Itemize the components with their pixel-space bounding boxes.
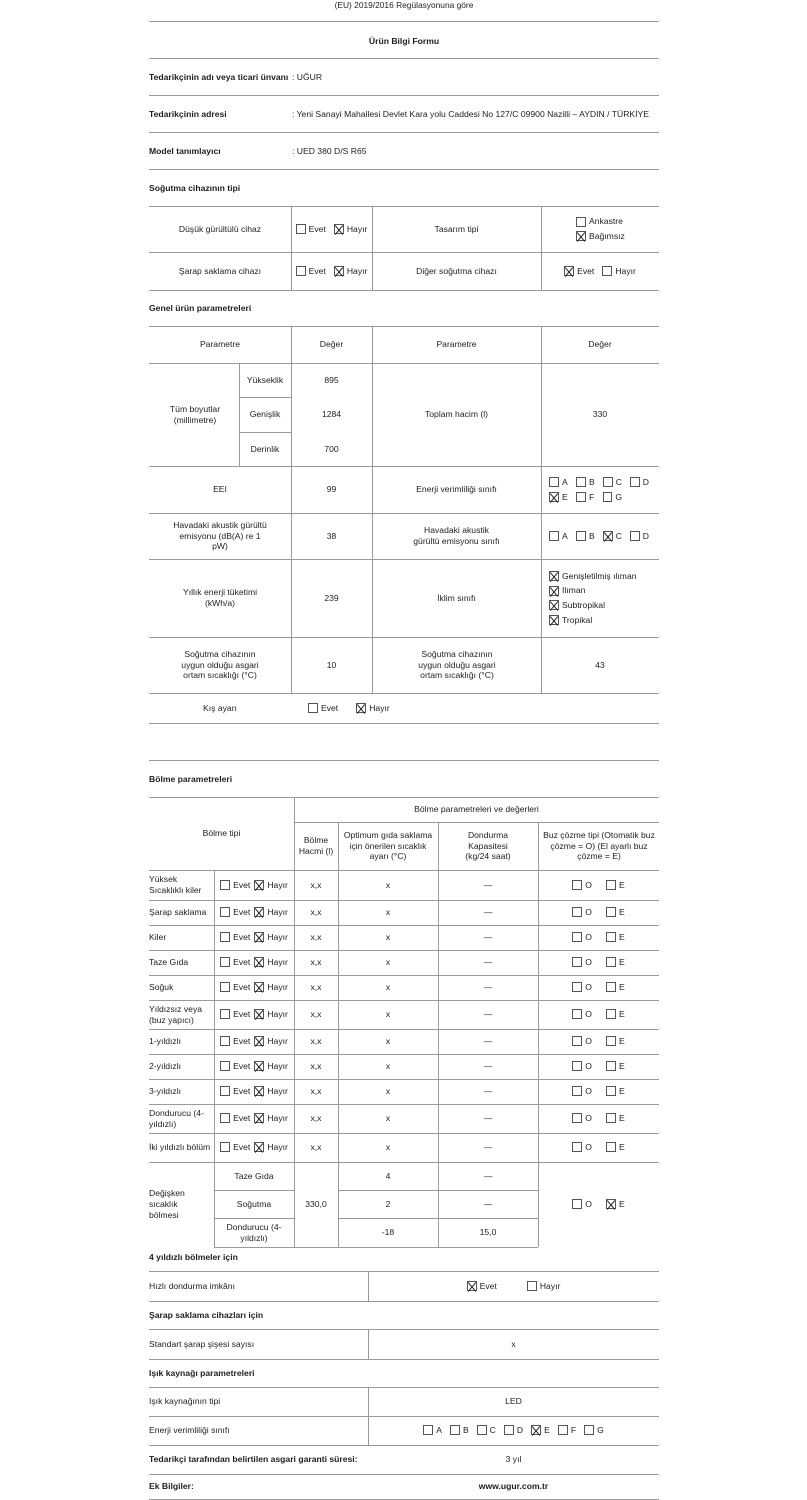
annual-energy-label: Yıllık enerji tüketimi (kWh/a) (182, 587, 258, 608)
defrost-o-checkbox[interactable] (572, 880, 582, 890)
type-section-title: Soğutma cihazının tipi (149, 183, 241, 193)
compartment-no-checkbox[interactable] (254, 932, 264, 942)
min-temp-label: Soğutma cihazının uygun olduğu asgari ortam sıcaklığı (°C) (181, 648, 259, 681)
noise-class-a-checkbox[interactable] (549, 531, 559, 541)
low-noise-label: Düşük gürültülü cihaz (178, 223, 262, 234)
compartment-volume: x,x (310, 1061, 322, 1072)
compartment-type-header: Bölme tipi (202, 828, 241, 839)
extra-info-label: Ek Bilgiler: (149, 1481, 194, 1492)
defrost-o-checkbox[interactable] (572, 1142, 582, 1152)
compartment-freeze: — (483, 1061, 493, 1072)
defrost-e-checkbox[interactable] (606, 1113, 616, 1123)
compartment-freeze: — (483, 879, 493, 890)
compartment-name: 2-yıldızlı (149, 1061, 181, 1072)
compartment-temp: x (385, 879, 391, 890)
noise-class-c-checkbox[interactable] (603, 531, 613, 541)
defrost-e-checkbox[interactable] (606, 1036, 616, 1046)
compartment-no-checkbox[interactable] (254, 982, 264, 992)
climate-class-label: İklim sınıfı (437, 592, 476, 603)
compartment-name: Yüksek Sıcaklıklı kiler (149, 874, 202, 895)
winter-no-checkbox[interactable] (356, 703, 366, 713)
defrost-e-checkbox[interactable] (606, 957, 616, 967)
compartment-yes-no: Evet Hayır (214, 950, 294, 975)
variable-defrost-options: O E (538, 1162, 659, 1247)
min-temp-value: 10 (326, 659, 337, 670)
light-class-b-checkbox[interactable] (450, 1425, 460, 1435)
compartment-temp: x (385, 957, 391, 968)
compartment-no-checkbox[interactable] (254, 880, 264, 890)
width-value: 1284 (321, 409, 342, 420)
defrost-o-checkbox[interactable] (572, 1086, 582, 1096)
compartment-defrost: O E (538, 950, 659, 975)
winter-yes-checkbox[interactable] (308, 703, 318, 713)
compartment-yes-no: Evet Hayır (214, 1029, 294, 1054)
winter-setting-label: Kış ayarı (203, 702, 237, 713)
param-header-2: Parametre (436, 339, 477, 350)
energy-class-c-checkbox[interactable] (603, 477, 613, 487)
climate-subtropical-checkbox[interactable] (549, 600, 559, 610)
compartment-freeze: — (483, 907, 493, 918)
compartments-section-title: Bölme parametreleri (149, 774, 233, 784)
light-section-title: Işık kaynağı parametreleri (149, 1368, 255, 1378)
compartment-freeze: — (483, 1086, 493, 1097)
defrost-o-checkbox[interactable] (572, 932, 582, 942)
eei-value: 99 (326, 484, 337, 495)
defrost-e-checkbox[interactable] (606, 907, 616, 917)
compartment-no-checkbox[interactable] (254, 1009, 264, 1019)
fast-freeze-no-checkbox[interactable] (527, 1281, 537, 1291)
light-type-label: Işık kaynağının tipi (149, 1396, 221, 1407)
compartment-yes-no: Evet Hayır (214, 975, 294, 1000)
climate-extended-temperate-checkbox[interactable] (549, 571, 559, 581)
energy-class-b-checkbox[interactable] (576, 477, 586, 487)
built-in-checkbox[interactable] (576, 217, 586, 227)
compartment-no-checkbox[interactable] (254, 907, 264, 917)
defrost-e-checkbox[interactable] (606, 982, 616, 992)
compartment-freeze: — (483, 932, 493, 943)
compartment-no-checkbox[interactable] (254, 1036, 264, 1046)
compartment-yes-no: Evet Hayır (214, 1000, 294, 1029)
defrost-e-checkbox[interactable] (606, 1061, 616, 1071)
wine-section-title: Şarap saklama cihazları için (149, 1310, 264, 1320)
dimensions-label: Tüm boyutlar (millimetre) (169, 403, 221, 425)
compartment-yes-checkbox[interactable] (220, 1113, 230, 1123)
width-label: Genişlik (249, 409, 281, 420)
compartment-defrost: O E (538, 1133, 659, 1162)
low-noise-options: Evet Hayır (291, 206, 372, 252)
noise-class-options: A B C D (549, 513, 659, 559)
design-type-label: Tasarım tipi (434, 223, 479, 234)
variable-volume-value: 330,0 (305, 1199, 327, 1210)
compartment-temp: x (385, 1142, 391, 1153)
compartment-yes-no: Evet Hayır (214, 900, 294, 925)
compartment-volume: x,x (310, 1009, 322, 1020)
compartment-freeze: — (483, 982, 493, 993)
eei-label: EEI (213, 484, 227, 495)
compartment-temp: x (385, 1086, 391, 1097)
variable-chill-temp: 2 (385, 1198, 391, 1209)
variable-defrost-e-checkbox[interactable] (606, 1199, 616, 1209)
light-type-value: LED (505, 1396, 522, 1407)
value-header-2: Değer (588, 339, 612, 350)
fast-freeze-yes-checkbox[interactable] (467, 1281, 477, 1291)
compartment-yes-checkbox[interactable] (220, 1036, 230, 1046)
defrost-e-checkbox[interactable] (606, 880, 616, 890)
compartment-defrost: O E (538, 1029, 659, 1054)
light-energy-class-label: Enerji verimliliği sınıfı (149, 1425, 230, 1436)
compartment-defrost: O E (538, 975, 659, 1000)
noise-class-b-checkbox[interactable] (576, 531, 586, 541)
energy-class-e-checkbox[interactable] (549, 492, 559, 502)
compartment-name: Taze Gıda (149, 957, 189, 968)
compartment-yes-checkbox[interactable] (220, 1142, 230, 1152)
compartment-yes-checkbox[interactable] (220, 880, 230, 890)
other-yes-checkbox[interactable] (564, 266, 574, 276)
param-header-1: Parametre (199, 339, 241, 350)
compartment-yes-checkbox[interactable] (220, 982, 230, 992)
compartment-volume: x,x (310, 957, 322, 968)
wine-bottles-label: Standart şarap şişesi sayısı (149, 1338, 255, 1349)
compartment-name: Kiler (149, 932, 167, 943)
light-class-f-checkbox[interactable] (558, 1425, 568, 1435)
compartment-yes-checkbox[interactable] (220, 1086, 230, 1096)
compartment-freeze: — (483, 957, 493, 968)
variable-chill-freeze: — (483, 1198, 493, 1209)
compartment-volume: x,x (310, 1036, 322, 1047)
compartment-freeze: — (483, 1036, 493, 1047)
value-header-1: Değer (319, 339, 344, 350)
energy-class-label: Enerji verimliliği sınıfı (416, 484, 497, 495)
other-no-checkbox[interactable] (602, 266, 612, 276)
winter-setting-options: Evet Hayır (308, 693, 508, 723)
noise-class-d-checkbox[interactable] (630, 531, 640, 541)
light-class-c-checkbox[interactable] (477, 1425, 487, 1435)
compartment-volume: x,x (310, 907, 322, 918)
energy-class-d-checkbox[interactable] (630, 477, 640, 487)
general-section-title: Genel ürün parametreleri (149, 303, 252, 313)
wine-cabinet-label: Şarap saklama cihazı (178, 265, 262, 276)
compartment-yes-no: Evet Hayır (214, 1054, 294, 1079)
low-noise-no-checkbox[interactable] (334, 224, 344, 234)
compartment-no-checkbox[interactable] (254, 1113, 264, 1123)
compartment-temp: x (385, 1009, 391, 1020)
compartment-temp: x (385, 932, 391, 943)
compartment-yes-checkbox[interactable] (220, 957, 230, 967)
defrost-o-checkbox[interactable] (572, 907, 582, 917)
climate-tropical-checkbox[interactable] (549, 615, 559, 625)
compartment-volume: x,x (310, 1113, 322, 1124)
compartment-freeze: — (483, 1009, 493, 1020)
defrost-e-checkbox[interactable] (606, 932, 616, 942)
col-temp-header: Optimum gıda saklama için önerilen sıcaklık ayarı (°C) (343, 829, 433, 862)
compartment-no-checkbox[interactable] (254, 1061, 264, 1071)
variable-defrost-o-checkbox[interactable] (572, 1199, 582, 1209)
compartment-freeze: — (483, 1113, 493, 1124)
variable-fresh-freeze: — (483, 1170, 493, 1181)
model-label: Model tanımlayıcı (149, 146, 221, 156)
supplier-name-value: : UĞUR (292, 72, 323, 82)
compartment-name: 1-yıldızlı (149, 1036, 181, 1047)
defrost-o-checkbox[interactable] (572, 1036, 582, 1046)
compartment-yes-no: Evet Hayır (214, 1104, 294, 1133)
compartment-name: Soğuk (149, 982, 174, 993)
variable-fresh-temp: 4 (385, 1170, 391, 1181)
wine-yes-checkbox[interactable] (296, 266, 306, 276)
compartment-yes-checkbox[interactable] (220, 907, 230, 917)
defrost-e-checkbox[interactable] (606, 1086, 616, 1096)
defrost-o-checkbox[interactable] (572, 957, 582, 967)
compartment-name: 3-yıldızlı (149, 1086, 181, 1097)
compartment-no-checkbox[interactable] (254, 957, 264, 967)
compartment-yes-checkbox[interactable] (220, 932, 230, 942)
compartment-defrost: O E (538, 925, 659, 950)
compartment-yes-checkbox[interactable] (220, 1009, 230, 1019)
warranty-value: 3 yıl (505, 1454, 522, 1465)
form-title: Ürün Bilgi Formu (368, 36, 440, 46)
max-temp-value: 43 (595, 659, 605, 670)
warranty-label: Tedarikçi tarafından belirtilen asgari garanti süresi: (149, 1454, 358, 1465)
supplier-name-label: Tedarikçinin adı veya ticari ünvanı (149, 72, 289, 82)
climate-temperate-checkbox[interactable] (549, 586, 559, 596)
compartment-group-header: Bölme parametreleri ve değerleri (414, 804, 539, 815)
compartment-defrost: O E (538, 1079, 659, 1104)
light-energy-class-options: A B C D E F G (368, 1416, 659, 1445)
compartment-volume: x,x (310, 982, 322, 993)
light-class-e-checkbox[interactable] (531, 1425, 541, 1435)
defrost-o-checkbox[interactable] (572, 1009, 582, 1019)
variable-sub-chill-label: Soğutma (236, 1198, 272, 1209)
compartment-defrost: O E (538, 900, 659, 925)
compartment-yes-no: Evet Hayır (214, 1079, 294, 1104)
depth-label: Derinlik (250, 443, 280, 454)
compartment-defrost: O E (538, 1104, 659, 1133)
compartment-yes-no: Evet Hayır (214, 870, 294, 900)
four-star-section-title: 4 yıldızlı bölmeler için (149, 1252, 238, 1262)
compartment-name: Şarap saklama (149, 907, 207, 918)
compartment-name: Dondurucu (4-yıldızlı) (149, 1107, 204, 1129)
compartment-volume: x,x (310, 1142, 322, 1153)
light-class-a-checkbox[interactable] (423, 1425, 433, 1435)
variable-freezer-temp: -18 (381, 1227, 395, 1238)
freestanding-checkbox[interactable] (576, 231, 586, 241)
defrost-o-checkbox[interactable] (572, 1061, 582, 1071)
wine-cabinet-options: Evet Hayır (291, 252, 372, 290)
compartment-freeze: — (483, 1142, 493, 1153)
light-class-g-checkbox[interactable] (584, 1425, 594, 1435)
compartment-defrost: O E (538, 1054, 659, 1079)
noise-class-label: Havadaki akustik gürültü emisyonu sınıfı (413, 525, 500, 546)
fast-freeze-label: Hızlı dondurma imkânı (149, 1280, 235, 1291)
model-value: : UED 380 D/S R65 (292, 146, 367, 156)
annual-energy-value: 239 (324, 592, 339, 603)
compartment-temp: x (385, 1036, 391, 1047)
total-volume-value: 330 (592, 409, 608, 420)
supplier-address-label: Tedarikçinin adresi (149, 109, 227, 119)
energy-class-a-checkbox[interactable] (549, 477, 559, 487)
compartment-no-checkbox[interactable] (254, 1142, 264, 1152)
regulation-note: (EU) 2019/2016 Regülasyonuna göre (334, 0, 474, 10)
compartment-volume: x,x (310, 932, 322, 943)
extra-info-link[interactable]: www.ugur.com.tr (478, 1481, 549, 1492)
height-label: Yükseklik (246, 374, 284, 385)
depth-value: 700 (324, 443, 339, 454)
compartment-temp: x (385, 982, 391, 993)
wine-bottles-value: x (511, 1338, 516, 1349)
max-temp-label: Soğutma cihazının uygun olduğu asgari ortam sıcaklığı (°C) (418, 648, 496, 681)
compartment-temp: x (385, 1113, 391, 1124)
compartment-no-checkbox[interactable] (254, 1086, 264, 1096)
climate-class-options: Genişletilmiş ılıman Ilıman Subtropikal Tropikal (549, 559, 659, 637)
variable-sub-fresh-label: Taze Gıda (234, 1170, 274, 1181)
compartment-defrost: O E (538, 1000, 659, 1029)
compartment-temp: x (385, 907, 391, 918)
noise-label: Havadaki akustik gürültü emisyonu (dB(A) re 1 pW) (173, 519, 267, 552)
energy-class-g-checkbox[interactable] (603, 492, 612, 502)
supplier-address-value: : Yeni Sanayi Mahallesi Devlet Kara yolu Caddesi No 127/C 09900 Nazilli – AYDIN / TÜRKİYE (292, 109, 649, 119)
defrost-e-checkbox[interactable] (606, 1142, 616, 1152)
other-appliance-label: Diğer soğutma cihazı (416, 265, 497, 276)
compartment-volume: x,x (310, 1086, 322, 1097)
compartment-name: İki yıldızlı bölüm (149, 1142, 211, 1153)
compartment-temp: x (385, 1061, 391, 1072)
col-freeze-header: Dondurma Kapasitesi (kg/24 saat) (465, 829, 511, 862)
col-defrost-header: Buz çözme tipi (Otomatik buz çözme = O) (El ayarlı buz çözme = E) (543, 829, 655, 862)
energy-class-f-checkbox[interactable] (576, 492, 586, 502)
height-value: 895 (324, 374, 339, 385)
wine-no-checkbox[interactable] (334, 266, 344, 276)
compartment-defrost: O E (538, 870, 659, 900)
energy-class-options: A B C D E F G (549, 466, 659, 513)
compartment-yes-no: Evet Hayır (214, 1133, 294, 1162)
defrost-e-checkbox[interactable] (606, 1009, 616, 1019)
compartment-yes-checkbox[interactable] (220, 1061, 230, 1071)
noise-value: 38 (326, 530, 337, 541)
design-type-options: Ankastre Bağımsız (576, 206, 659, 252)
variable-compartment-label: Değişken sıcaklık bölmesi (149, 1188, 185, 1220)
low-noise-yes-checkbox[interactable] (296, 224, 306, 234)
defrost-o-checkbox[interactable] (572, 982, 582, 992)
variable-freezer-freeze: 15,0 (479, 1227, 497, 1238)
defrost-o-checkbox[interactable] (572, 1113, 582, 1123)
light-class-d-checkbox[interactable] (504, 1425, 514, 1435)
col-volume-header: Bölme Hacmi (l) (298, 835, 334, 856)
compartment-name: Yıldızsız veya (buz yapıcı) (149, 1003, 203, 1025)
compartment-volume: x,x (310, 879, 322, 890)
compartment-yes-no: Evet Hayır (214, 925, 294, 950)
other-appliance-options: Evet Hayır (541, 252, 659, 290)
total-volume-label: Toplam hacim (l) (424, 409, 489, 420)
variable-sub-freezer-label: Dondurucu (4-yıldızlı) (226, 1221, 282, 1243)
fast-freeze-options: Evet Hayır (368, 1271, 659, 1301)
